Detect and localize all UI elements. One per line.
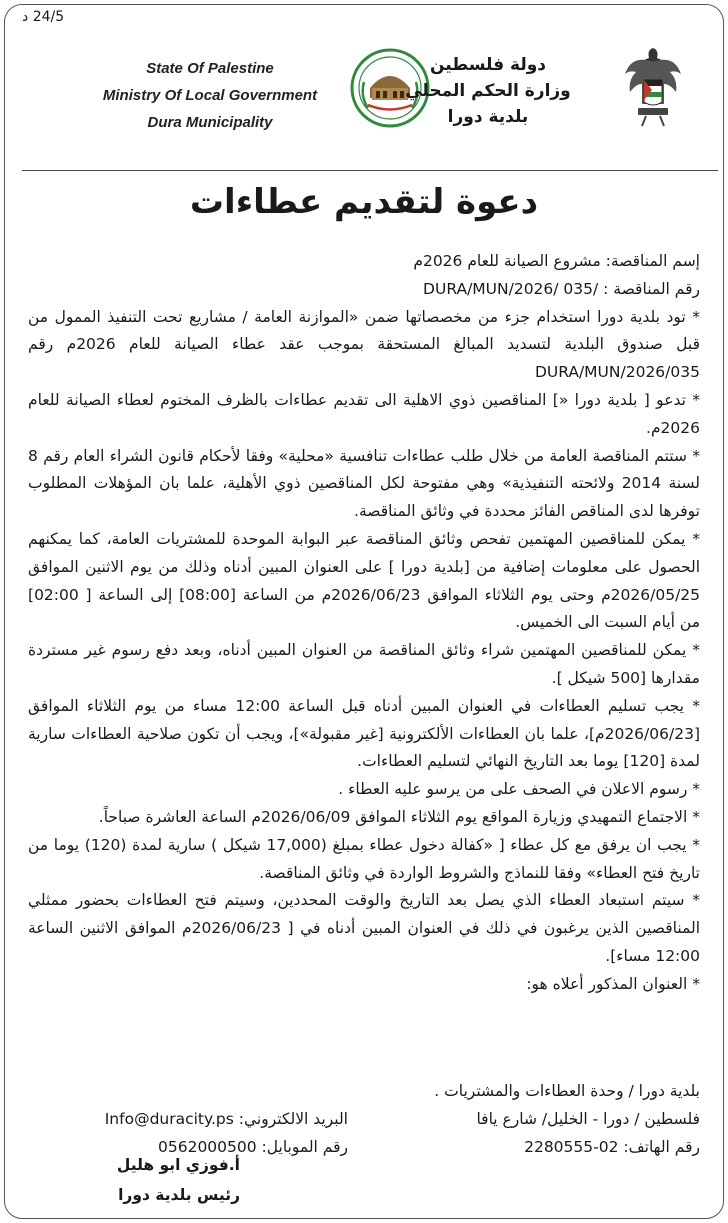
paragraph-2: * تدعو [ بلدية دورا «] المناقصين ذوي الاهلية الى تقديم عطاءات بالظرف المختوم لعطاء الصيانة للعام 2026م. (28, 390, 700, 437)
header-arabic-line2: وزارة الحكم المحلي (405, 81, 571, 101)
paragraph-7: * رسوم الاعلان في الصحف على من يرسو عليه العطاء . (338, 780, 700, 799)
signature-name: أ.فوزي ابو هليل (116, 1156, 240, 1174)
header-arabic (378, 52, 598, 130)
paragraph-4: * يمكن للمناقصين المهتمين تفحص وثائق المناقصة عبر البوابة الموحدة للمشتريات العامة، كما يمكنهم الحصول على معلومات إضافية من [بلدية دورا ] على العنوان المبين أدناه وذلك من يوم الاثنين الموافق 2026/05/25م وحتى يوم الثلاثاء الموافق 2026/06/23م من الساعة [08:00] إلى الساعة [ 02:00] من أيام السبت الى الخميس. (28, 529, 701, 632)
signature-block (40, 1150, 240, 1210)
paragraph-3: * ستتم المناقصة العامة من خلال طلب عطاءات تنافسية «محلية» وفقا لأحكام قانون الشراء العام رقم 8 لسنة 2014 ولائحته التنفيذية» وهي مفتوحة لكل المناقصين ذوي الأهلية، علما بان المؤهلات المطلوب توفرها لدى المناقص الفائز محددة في وثائق المناقصة. (28, 446, 701, 521)
header-english-line1: State Of Palestine (146, 60, 274, 77)
tender-number-line (28, 276, 700, 304)
paragraph-1: * تود بلدية دورا استخدام جزء من مخصصاتها ضمن «الموازنة العامة / مشاريع تحت التنفيذ الممول من قبل صندوق البلدية لتسديد المبالغ المستحقة بموجب عقد عطاء الصيانة للعام 2026م رقم 035/DURA/MUN/2026 (28, 307, 700, 382)
header-english-line3: Dura Municipality (147, 114, 273, 131)
email-link[interactable]: Info@duracity.ps (104, 1109, 234, 1128)
tender-body (28, 248, 700, 999)
header-arabic-line3: بلدية دورا (447, 107, 529, 127)
palestine-eagle-icon (622, 44, 684, 134)
signature-position: رئيس بلدية دورا (118, 1186, 240, 1204)
paragraph-10: * سيتم استبعاد العطاء الذي يصل بعد التاريخ والوقت المحددين، وسيتم فتح العطاءات بحضور ممثلي المناقصين الذين يرغبون في ذلك في العنوان المبين أدناه في [ 2026/06/23م الموافق الاثنين الساعة 12:00 مساء]. (28, 891, 700, 965)
contact-row-1 (28, 1106, 700, 1134)
contact-mobile: رقم الموبايل: 0562000500 (158, 1137, 348, 1156)
tender-number: DURA/MUN/2026/ 035/ (423, 279, 599, 298)
tender-number-label: رقم المناقصة : (598, 279, 700, 298)
header-arabic-line1: دولة فلسطين (429, 55, 547, 75)
contact-email-line (28, 1106, 348, 1134)
paragraph-9: * يجب ان يرفق مع كل عطاء [ «كفالة دخول عطاء بمبلغ (17,000 شيكل ) سارية لمدة (120) يوما من تاريخ فتح العطاء» وفقا للنماذج والشروط الواردة في وثائق المناقصة. (28, 835, 701, 882)
page-title: دعوة لتقديم عطاءات (189, 182, 539, 222)
paragraph-8: * الاجتماع التمهيدي وزيارة المواقع يوم الثلاثاء الموافق 2026/06/09م الساعة العاشرة صباحاً. (98, 807, 700, 826)
header-english-line2: Ministry Of Local Government (102, 87, 318, 104)
paragraph-6: * يجب تسليم العطاءات في العنوان المبين أدناه قبل الساعة 12:00 مساء من يوم الثلاثاء الموافق [2026/06/23م]، علما بان العطاءات الألكترونية [غير مقبولة»]، ويجب أن تكون صلاحية العطاءات سارية لمدة [120] يوما بعد التاريخ النهائي لتسليم العطاءات. (28, 696, 700, 771)
contact-phone: رقم الهاتف: 02-2280555 (524, 1137, 700, 1156)
reference-number: 24/5 د (22, 9, 65, 25)
paragraph-5: * يمكن للمناقصين المهتمين شراء وثائق المناقصة من العنوان المبين أدناه، وبعد دفع رسوم غير مستردة مقدارها [500 شيكل ]. (28, 641, 700, 687)
contact-unit: بلدية دورا / وحدة العطاءات والمشتريات . (434, 1082, 700, 1100)
email-label: البريد الالكتروني: (233, 1109, 348, 1128)
header-english (80, 55, 340, 136)
paragraph-11: * العنوان المذكور أعلاه هو: (526, 974, 700, 993)
contact-address: فلسطين / دورا - الخليل/ شارع يافا (476, 1109, 700, 1128)
contact-block (28, 1078, 700, 1161)
header-divider (22, 170, 718, 171)
tender-name: إسم المناقصة: مشروع الصيانة للعام 2026م (413, 252, 700, 270)
